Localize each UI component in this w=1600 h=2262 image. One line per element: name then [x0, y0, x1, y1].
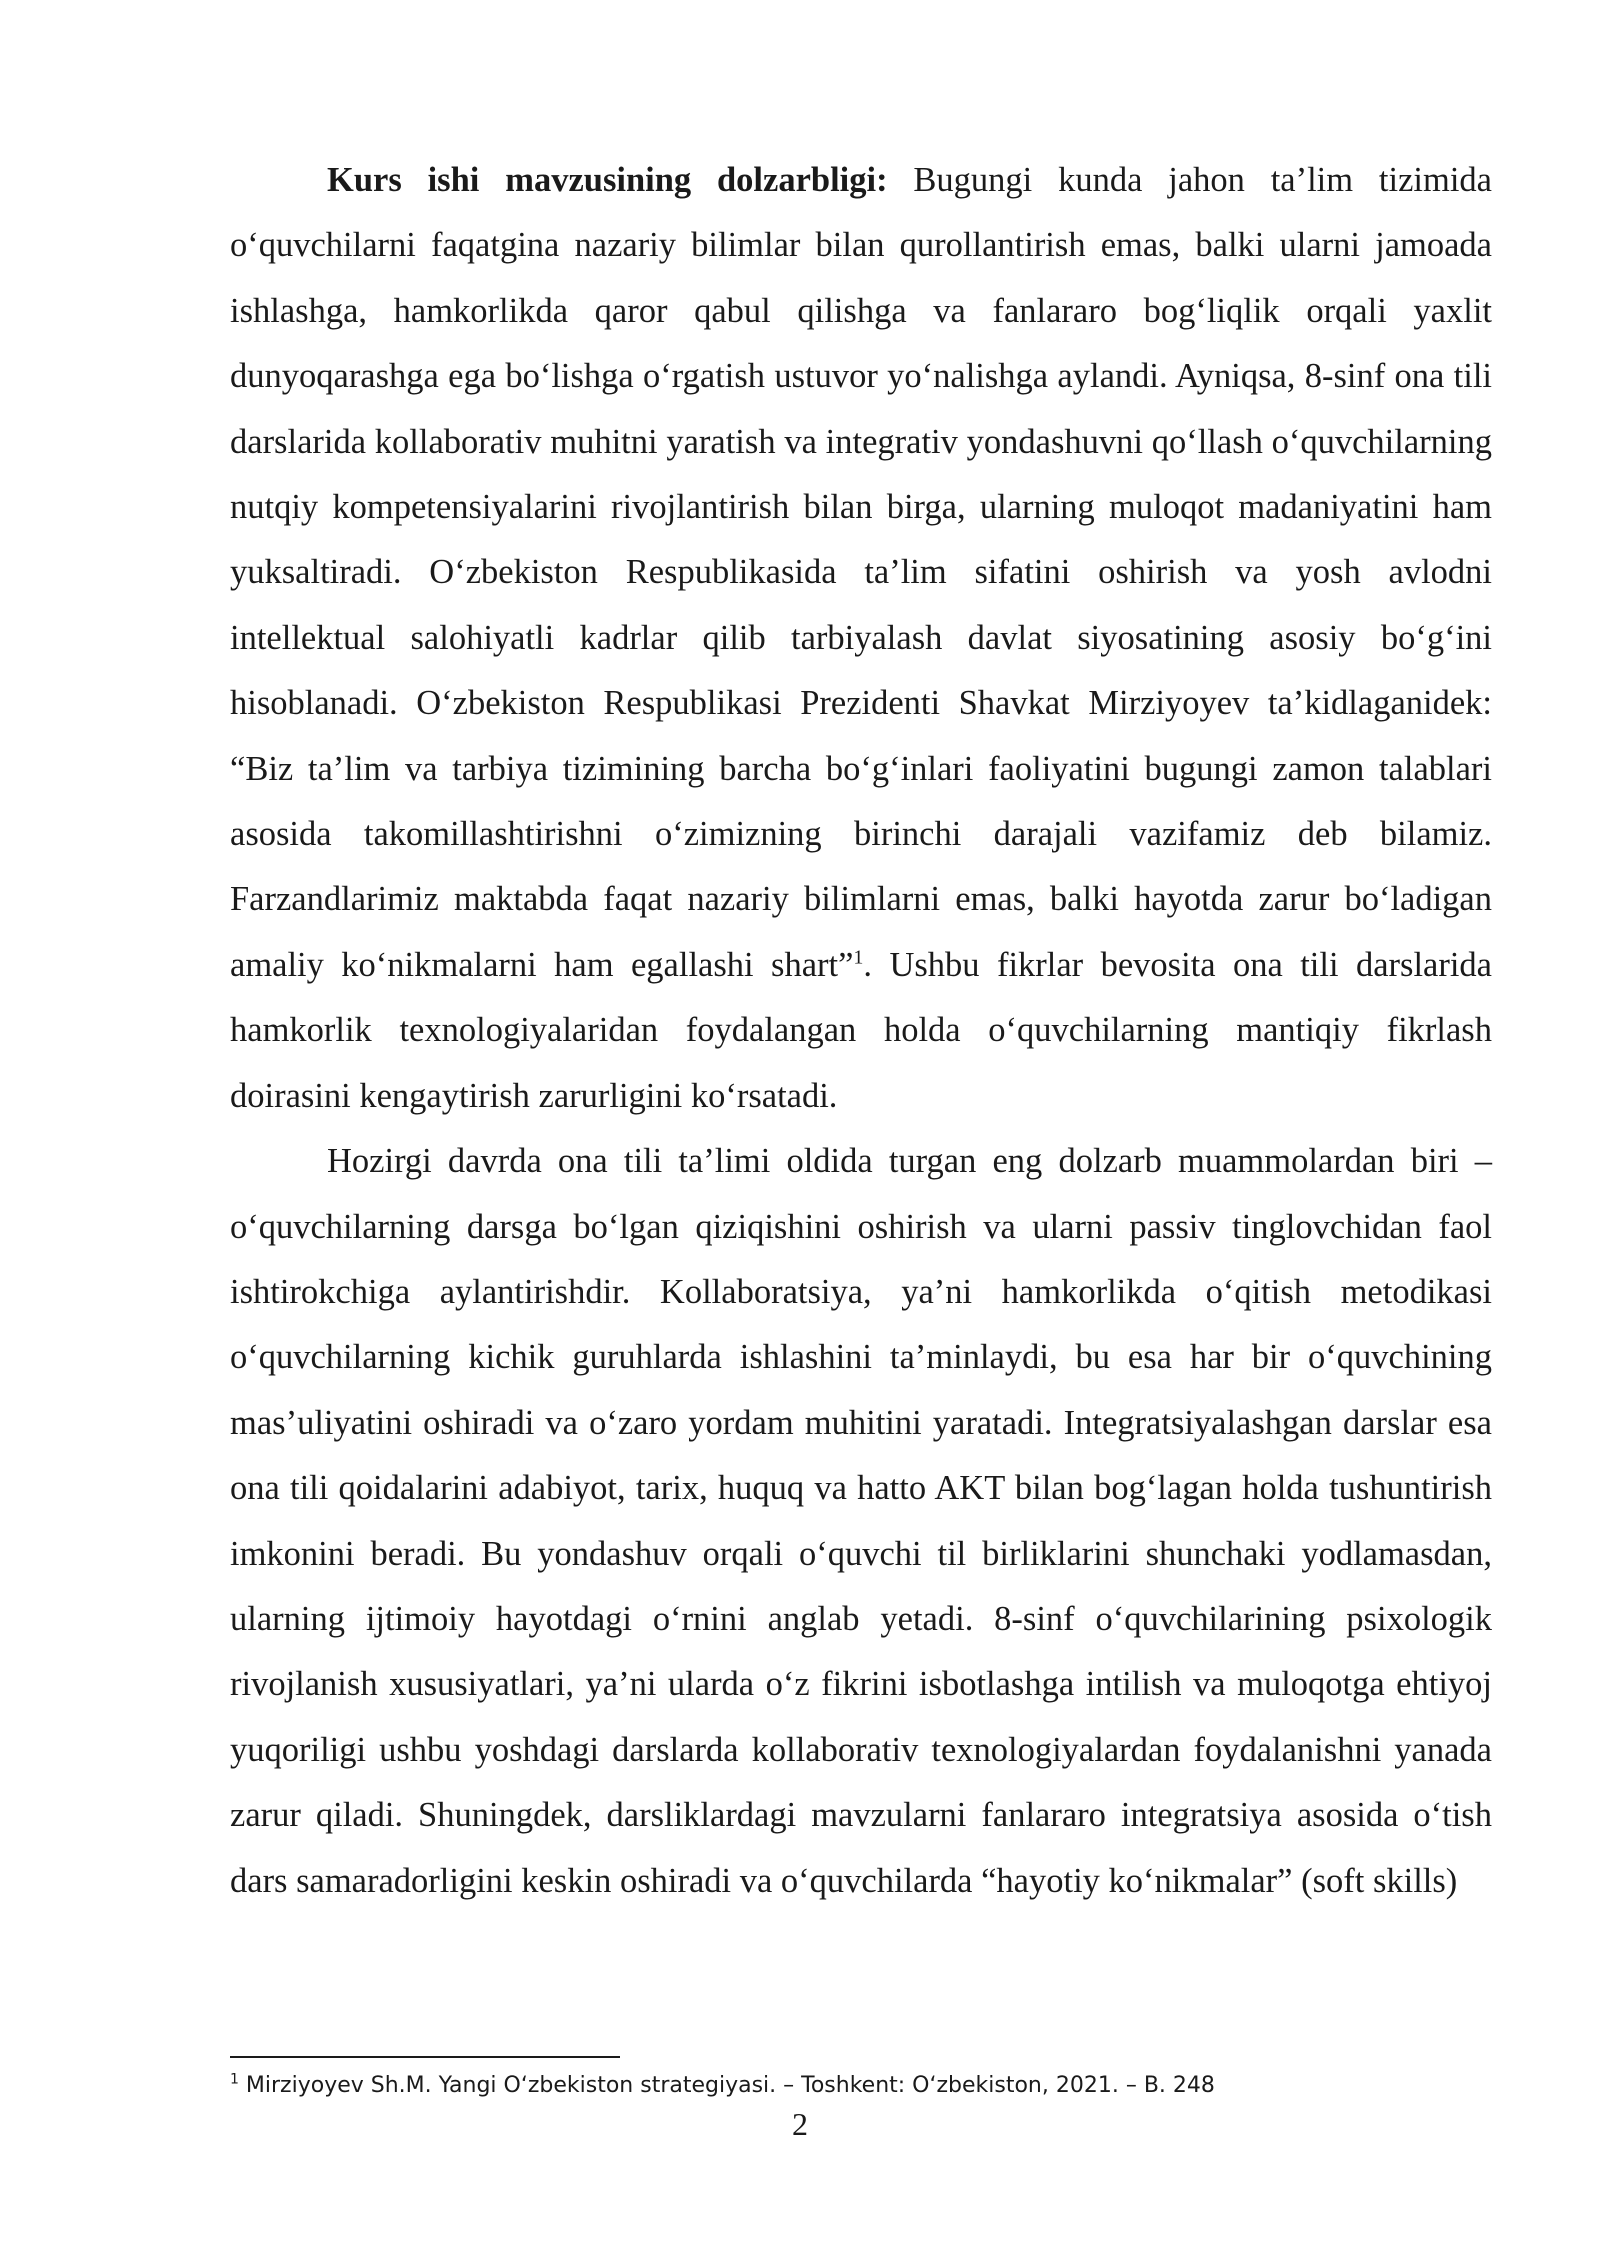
body-text	[230, 148, 1492, 1914]
paragraph-lead-heading: Kurs ishi mavzusining dolzarbligi:	[327, 161, 888, 199]
paragraph-text-continued: . Ushbu fikrlar bevosita ona tili darslarida hamkorlik texnologiyalaridan foydalangan holda o‘quvchilarning mantiqiy fikrlash doirasini kengaytirish zarurligini ko‘rsatadi.	[230, 945, 1492, 1115]
paragraph-relevance	[230, 148, 1492, 1129]
paragraph-problem: Hozirgi davrda ona tili ta’limi oldida turgan eng dolzarb muammolardan biri – o‘quvchilarning darsga bo‘lgan qiziqishini oshirish va ularni passiv tinglovchidan faol ishtirokchiga aylantirishdir. Kollaboratsiya, ya’ni hamkorlikda o‘qitish metodikasi o‘quvchilarning kichik guruhlarda ishlashini ta’minlaydi, bu esa har bir o‘quvchining mas’uliyatini oshiradi va o‘zaro yordam muhitini yaratadi. Integratsiyalashgan darslar esa ona tili qoidalarini adabiyot, tarix, huquq va hatto AKT bilan bog‘lagan holda tushuntirish imkonini beradi. Bu yondashuv orqali o‘quvchi til birliklarini shunchaki yodlamasdan, ularning ijtimoiy hayotdagi o‘rnini anglab yetadi. 8-sinf o‘quvchilarining psixologik rivojlanish xususiyatlari, ya’ni ularda o‘z fikrini isbotlashga intilish va muloqotga ehtiyoj yuqoriligi ushbu yoshdagi darslarda kollaborativ texnologiyalardan foydalanishni yanada zarur qiladi. Shuningdek, darsliklardagi mavzularni fanlararo integratsiya asosida o‘tish dars samaradorligini keskin oshiradi va o‘quvchilarda “hayotiy ko‘nikmalar” (soft skills)	[230, 1142, 1492, 1900]
paragraph-text: Bugungi kunda jahon ta’lim tizimida o‘quvchilarni faqatgina nazariy bilimlar bilan qurollantirish emas, balki ularni jamoada ishlashga, hamkorlikda qaror qabul qilishga va fanlararo bog‘liqlik orqali yaxlit dunyoqarashga ega bo‘lishga o‘rgatish ustuvor yo‘nalishga aylandi. Ayniqsa, 8-sinf ona tili darslarida kollaborativ muhitni yaratish va integrativ yondashuvni qo‘llash o‘quvchilarning nutqiy kompetensiyalarini rivojlantirish bilan birga, ularning muloqot madaniyatini ham yuksaltiradi. O‘zbekiston Respublikasida ta’lim sifatini oshirish va yosh avlodni intellektual salohiyatli kadrlar qilib tarbiyalash davlat siyosatining asosiy bo‘g‘ini hisoblanadi. O‘zbekiston Respublikasi Prezidenti Shavkat Mirziyoyev ta’kidlaganidek: “Biz ta’lim va tarbiya tizimining barcha bo‘g‘inlari faoliyatini bugungi zamon talablari asosida takomillashtirishni o‘zimizning birinchi darajali vazifamiz deb bilamiz. Farzandlarimiz maktabda faqat nazariy bilimlarni emas, balki hayotda zarur bo‘ladigan amaliy ko‘nikmalarni ham egallashi shart”	[230, 161, 1492, 984]
footnote-text: Mirziyoyev Sh.M. Yangi O‘zbekiston strategiyasi. – Toshkent: O‘zbekiston, 2021. – B. 248	[238, 2073, 1215, 2098]
footnote-separator	[230, 2056, 620, 2058]
footnote	[230, 2070, 1492, 2102]
footnote-reference[interactable]: 1	[853, 946, 864, 969]
page-number: 2	[792, 2106, 808, 2142]
footnote-number: 1	[230, 2071, 239, 2088]
